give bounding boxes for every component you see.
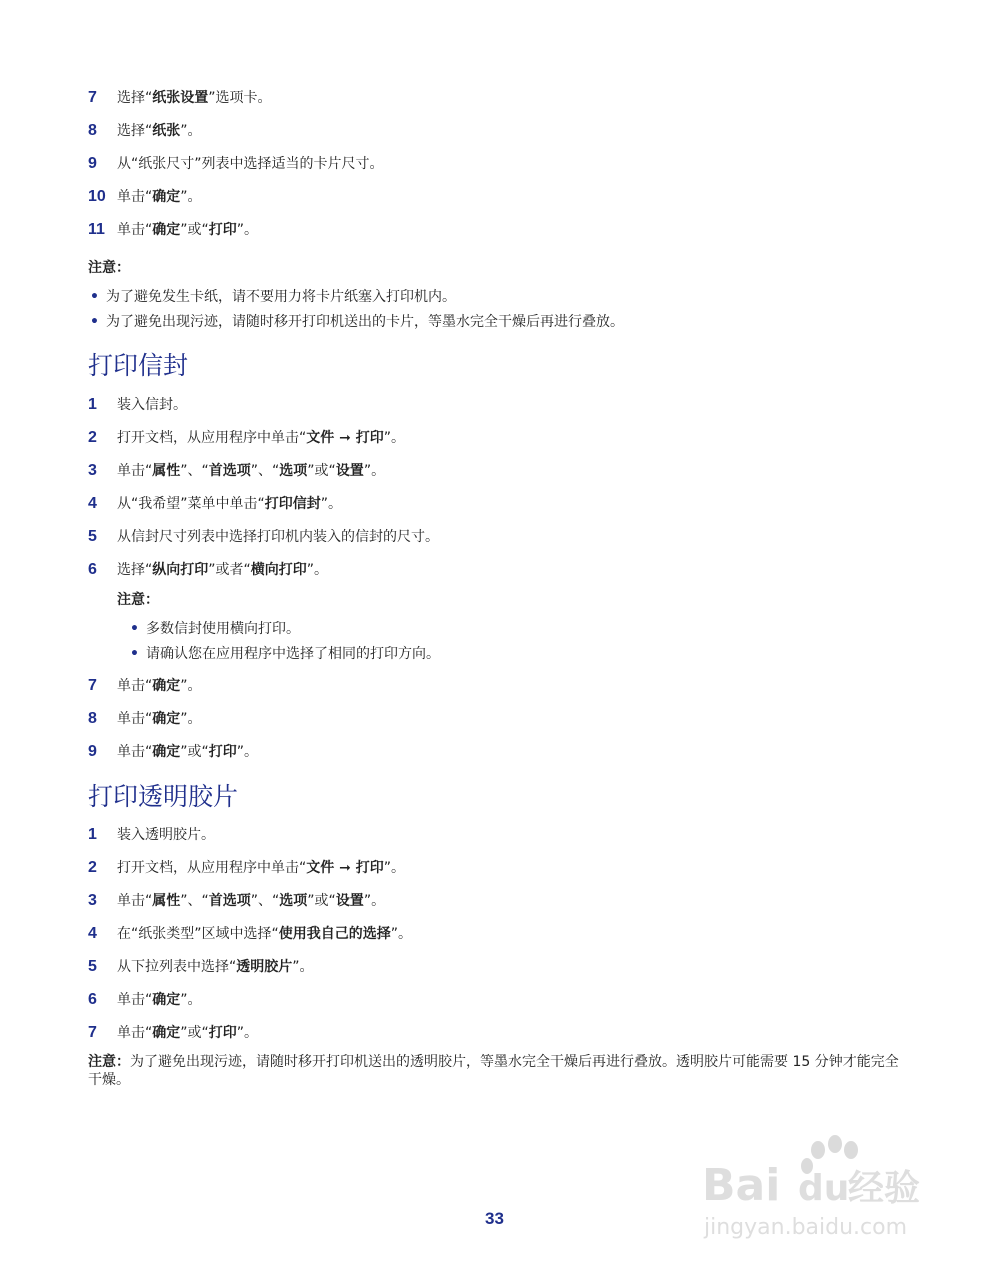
step-number: 4 bbox=[88, 925, 97, 942]
note-item bbox=[128, 619, 440, 644]
step-text-part: ”。 bbox=[363, 893, 386, 909]
step-emphasis: 打印信封 bbox=[264, 496, 321, 512]
section-title-envelope: 打印信封 bbox=[88, 351, 189, 380]
step-number: 6 bbox=[88, 991, 97, 1008]
step-emphasis: 透明胶片 bbox=[236, 959, 293, 975]
envelope-notes-list bbox=[128, 619, 440, 669]
bullet-icon: • bbox=[130, 621, 139, 637]
step-text bbox=[117, 187, 202, 207]
step-text-part: ”。 bbox=[180, 189, 202, 205]
step-item bbox=[88, 858, 412, 891]
step-emphasis: 打印 bbox=[208, 744, 237, 760]
step-number: 10 bbox=[88, 188, 106, 205]
step-text-part: 选择“ bbox=[117, 90, 153, 106]
step-item bbox=[88, 709, 258, 742]
step-text-part: ”。 bbox=[180, 992, 202, 1008]
step-emphasis: 横向打印 bbox=[250, 562, 307, 578]
note-item bbox=[128, 644, 440, 669]
step-emphasis: 确定 bbox=[152, 678, 181, 694]
step-item bbox=[88, 957, 412, 990]
step-text-part: ”。 bbox=[236, 222, 259, 238]
step-emphasis: 确定 bbox=[152, 744, 181, 760]
section-title-transparency: 打印透明胶片 bbox=[88, 782, 239, 811]
step-text bbox=[117, 88, 272, 108]
step-text-part: 从“纸张尺寸”列表中选择适当的卡片尺寸。 bbox=[117, 156, 384, 172]
page-number: 33 bbox=[485, 1209, 504, 1228]
watermark-brand-du: du bbox=[798, 1168, 850, 1209]
step-text-part: ”。 bbox=[180, 123, 202, 139]
step-emphasis: 设置 bbox=[335, 463, 364, 479]
note-item bbox=[88, 287, 624, 312]
paw-toe bbox=[811, 1141, 825, 1159]
step-text-part: ”或“ bbox=[307, 893, 336, 909]
bullet-icon: • bbox=[130, 646, 139, 662]
final-note-label: 注意： bbox=[88, 1054, 130, 1070]
step-item bbox=[88, 742, 258, 775]
step-text bbox=[117, 742, 258, 762]
step-number: 2 bbox=[88, 429, 97, 446]
step-emphasis: 纵向打印 bbox=[152, 562, 209, 578]
note-text: 为了避免出现污迹，请随时移开打印机送出的卡片，等墨水完全干燥后再进行叠放。 bbox=[106, 314, 624, 330]
step-emphasis: 确定 bbox=[152, 222, 181, 238]
envelope-steps-list-continued bbox=[88, 676, 258, 775]
step-text-part: 打开文档，从应用程序中单击“ bbox=[117, 860, 307, 876]
step-emphasis: 打印 bbox=[208, 222, 237, 238]
step-number: 7 bbox=[88, 1024, 97, 1041]
step-text bbox=[117, 428, 405, 448]
step-number: 1 bbox=[88, 826, 97, 843]
step-emphasis: 文件 ➞ 打印 bbox=[306, 430, 384, 446]
step-emphasis: 属性 bbox=[152, 463, 181, 479]
step-text-part: 单击“ bbox=[117, 711, 153, 727]
card-steps-list bbox=[88, 88, 384, 253]
step-text bbox=[117, 1023, 258, 1043]
step-text-part: ”。 bbox=[383, 860, 406, 876]
step-text-part: 从下拉列表中选择“ bbox=[117, 959, 237, 975]
step-emphasis: 首选项 bbox=[208, 463, 251, 479]
step-text-part: ”或者“ bbox=[208, 562, 251, 578]
note-label: 注意： bbox=[117, 592, 159, 608]
paw-toe bbox=[844, 1141, 858, 1159]
step-item bbox=[88, 1023, 412, 1056]
step-emphasis: 纸张设置 bbox=[152, 90, 209, 106]
step-item bbox=[88, 88, 384, 121]
step-text-part: ”。 bbox=[236, 744, 259, 760]
step-text bbox=[117, 825, 215, 845]
note-text: 请确认您在应用程序中选择了相同的打印方向。 bbox=[146, 646, 440, 662]
step-item bbox=[88, 121, 384, 154]
step-emphasis: 确定 bbox=[152, 189, 181, 205]
step-text bbox=[117, 676, 202, 696]
step-item bbox=[88, 220, 384, 253]
step-item bbox=[88, 990, 412, 1023]
step-text-part: ”或“ bbox=[180, 222, 209, 238]
step-emphasis: 选项 bbox=[279, 893, 308, 909]
step-text bbox=[117, 957, 314, 977]
step-text-part: ”。 bbox=[320, 496, 343, 512]
step-text-part: 单击“ bbox=[117, 678, 153, 694]
step-text-part: ”。 bbox=[180, 711, 202, 727]
step-text-part: 单击“ bbox=[117, 893, 153, 909]
step-emphasis: 使用我自己的选择 bbox=[278, 926, 391, 942]
step-text bbox=[117, 220, 258, 240]
step-emphasis: 确定 bbox=[152, 1025, 181, 1041]
step-text bbox=[117, 527, 439, 547]
step-text-part: 单击“ bbox=[117, 222, 153, 238]
step-text-part: ”。 bbox=[236, 1025, 259, 1041]
step-text-part: ”、“ bbox=[250, 463, 280, 479]
step-text-part: ”、“ bbox=[180, 893, 209, 909]
step-emphasis: 文件 ➞ 打印 bbox=[306, 860, 384, 876]
step-emphasis: 打印 bbox=[208, 1025, 237, 1041]
card-notes-list bbox=[88, 287, 624, 337]
envelope-steps-list bbox=[88, 395, 439, 593]
step-text bbox=[117, 858, 405, 878]
step-text-part: 单击“ bbox=[117, 189, 153, 205]
step-text-part: ”、“ bbox=[180, 463, 209, 479]
step-text-part: ”或“ bbox=[307, 463, 336, 479]
bullet-icon: • bbox=[90, 314, 99, 330]
step-text-part: 装入透明胶片。 bbox=[117, 827, 215, 843]
step-emphasis: 确定 bbox=[152, 992, 181, 1008]
step-item bbox=[88, 924, 412, 957]
step-item bbox=[88, 395, 439, 428]
step-text-part: 在“纸张类型”区域中选择“ bbox=[117, 926, 279, 942]
step-emphasis: 首选项 bbox=[208, 893, 251, 909]
watermark-url: jingyan.baidu.com bbox=[704, 1215, 908, 1240]
step-text-part: ”。 bbox=[180, 678, 202, 694]
paw-toe bbox=[828, 1135, 842, 1153]
note-text: 为了避免发生卡纸，请不要用力将卡片纸塞入打印机内。 bbox=[106, 289, 456, 305]
step-text-part: ”或“ bbox=[180, 1025, 209, 1041]
final-note-text: 为了避免出现污迹，请随时移开打印机送出的透明胶片，等墨水完全干燥后再进行叠放。透明胶片可能需要 15 分钟才能完全干燥。 bbox=[88, 1054, 899, 1088]
step-number: 9 bbox=[88, 743, 97, 760]
step-text-part: ”。 bbox=[306, 562, 329, 578]
step-text bbox=[117, 395, 187, 415]
step-number: 8 bbox=[88, 122, 97, 139]
step-item bbox=[88, 428, 439, 461]
baidu-watermark-logo bbox=[700, 1128, 940, 1248]
watermark-cn: 经验 bbox=[848, 1168, 921, 1209]
step-text bbox=[117, 154, 384, 174]
step-number: 5 bbox=[88, 958, 97, 975]
step-text bbox=[117, 709, 202, 729]
step-number: 1 bbox=[88, 396, 97, 413]
step-text bbox=[117, 990, 202, 1010]
step-item bbox=[88, 891, 412, 924]
step-emphasis: 确定 bbox=[152, 711, 181, 727]
step-number: 11 bbox=[88, 221, 105, 238]
step-text-part: ”。 bbox=[363, 463, 386, 479]
watermark-brand: Bai bbox=[702, 1160, 781, 1211]
step-item bbox=[88, 527, 439, 560]
step-text-part: 单击“ bbox=[117, 992, 153, 1008]
final-note bbox=[88, 1053, 908, 1089]
step-number: 7 bbox=[88, 89, 97, 106]
step-text-part: 选择“ bbox=[117, 562, 153, 578]
step-number: 3 bbox=[88, 892, 97, 909]
step-text-part: 选择“ bbox=[117, 123, 153, 139]
step-text-part: 装入信封。 bbox=[117, 397, 187, 413]
step-text-part: ”。 bbox=[292, 959, 314, 975]
step-item bbox=[88, 560, 439, 593]
step-text-part: 单击“ bbox=[117, 744, 153, 760]
step-text bbox=[117, 461, 385, 481]
step-text-part: ”。 bbox=[383, 430, 406, 446]
step-text-part: ”或“ bbox=[180, 744, 209, 760]
step-item bbox=[88, 154, 384, 187]
step-item bbox=[88, 494, 439, 527]
note-text: 多数信封使用横向打印。 bbox=[146, 621, 300, 637]
step-number: 4 bbox=[88, 495, 97, 512]
step-item bbox=[88, 825, 412, 858]
step-number: 9 bbox=[88, 155, 97, 172]
step-text-part: 单击“ bbox=[117, 1025, 153, 1041]
step-emphasis: 属性 bbox=[152, 893, 181, 909]
step-item bbox=[88, 676, 258, 709]
step-text bbox=[117, 121, 202, 141]
step-text-part: ”选项卡。 bbox=[208, 90, 272, 106]
step-number: 8 bbox=[88, 710, 97, 727]
step-text bbox=[117, 891, 385, 911]
step-text-part: ”。 bbox=[390, 926, 413, 942]
transparency-steps-list bbox=[88, 825, 412, 1056]
step-item bbox=[88, 461, 439, 494]
bullet-icon: • bbox=[90, 289, 99, 305]
step-emphasis: 纸张 bbox=[152, 123, 181, 139]
step-emphasis: 设置 bbox=[335, 893, 364, 909]
step-item bbox=[88, 187, 384, 220]
step-text bbox=[117, 560, 328, 580]
step-text bbox=[117, 924, 412, 944]
step-text-part: 从“我希望”菜单中单击“ bbox=[117, 496, 265, 512]
step-text-part: 从信封尺寸列表中选择打印机内装入的信封的尺寸。 bbox=[117, 529, 439, 545]
step-emphasis: 选项 bbox=[279, 463, 308, 479]
step-number: 7 bbox=[88, 677, 97, 694]
step-number: 6 bbox=[88, 561, 97, 578]
step-number: 5 bbox=[88, 528, 97, 545]
step-text-part: 打开文档，从应用程序中单击“ bbox=[117, 430, 307, 446]
step-number: 3 bbox=[88, 462, 97, 479]
step-text-part: ”、“ bbox=[250, 893, 280, 909]
note-label: 注意： bbox=[88, 260, 130, 276]
step-text-part: 单击“ bbox=[117, 463, 153, 479]
step-number: 2 bbox=[88, 859, 97, 876]
note-item bbox=[88, 312, 624, 337]
step-text bbox=[117, 494, 342, 514]
